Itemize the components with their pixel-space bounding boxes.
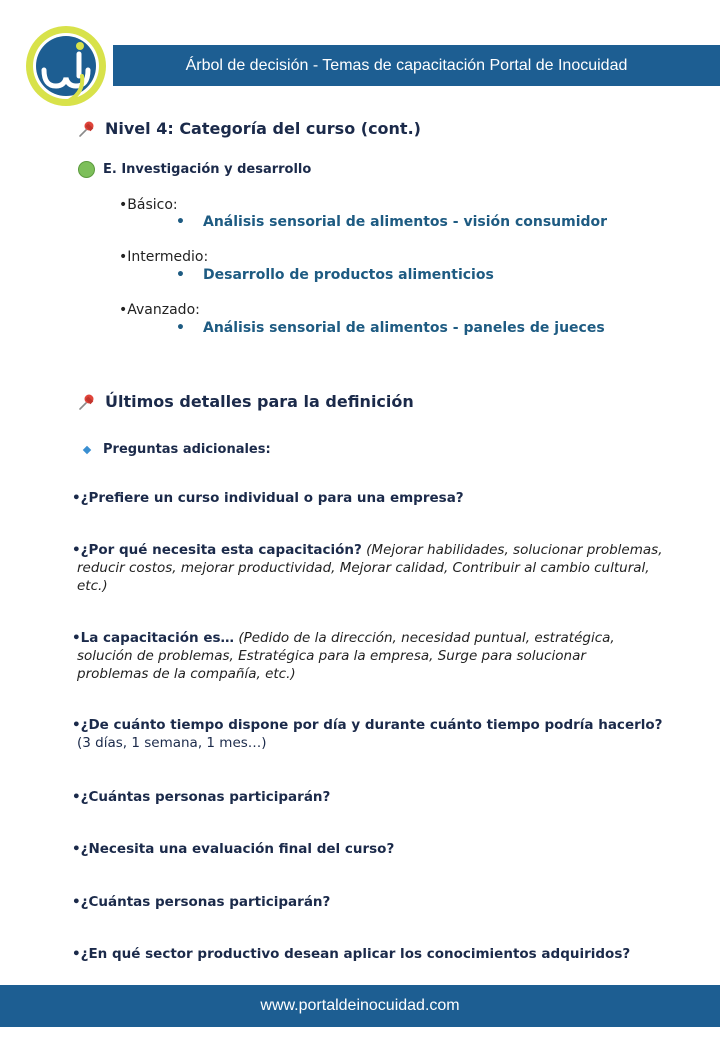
question-detail: etc.): [77, 578, 108, 594]
level-label-intermedio: •Intermedio:: [119, 249, 209, 265]
header-bar: [113, 45, 720, 86]
question-text: •La capacitación es…: [72, 630, 235, 646]
level-label-avanzado: •Avanzado:: [119, 302, 200, 318]
question-detail: problemas de la compañía, etc.): [77, 666, 296, 682]
course-text: Análisis sensorial de alimentos - paneles de jueces: [203, 320, 605, 336]
question-detail: (3 días, 1 semana, 1 mes…): [77, 735, 267, 751]
diamond-bullet-icon: [83, 445, 91, 453]
section-title-text: Últimos detalles para la definición: [105, 392, 414, 411]
question-detail: (Pedido de la dirección, necesidad puntual, estratégica,: [238, 630, 615, 646]
question-detail: (Mejorar habilidades, solucionar problemas,: [366, 542, 663, 558]
level-label-basico: •Básico:: [119, 197, 178, 213]
question-item: [72, 716, 717, 752]
question-detail: solución de problemas, Estratégica para la empresa, Surge para solucionar: [77, 648, 586, 664]
course-bullet: •: [176, 320, 185, 336]
question-item: [72, 840, 717, 858]
question-text: •¿Por qué necesita esta capacitación?: [72, 542, 362, 558]
question-item: [72, 788, 717, 806]
section-title-text: Nivel 4: Categoría del curso (cont.): [105, 119, 421, 138]
question-item: [72, 629, 717, 683]
question-item: [72, 541, 717, 595]
course-basico: [176, 214, 607, 230]
portal-inocuidad-logo: [24, 24, 108, 108]
pushpin-icon: [78, 120, 96, 138]
question-item: [72, 893, 717, 911]
pushpin-icon: [78, 393, 96, 411]
category-heading: [78, 161, 311, 178]
subtitle-text: Preguntas adicionales:: [103, 442, 271, 457]
category-text: E. Investigación y desarrollo: [103, 162, 312, 177]
course-avanzado: [176, 320, 605, 336]
course-bullet: •: [176, 267, 185, 283]
subtitle-additional-questions: [80, 442, 271, 457]
question-item: [72, 945, 717, 963]
question-text: •¿Cuántas personas participarán?: [72, 789, 331, 805]
question-text: •¿Necesita una evaluación final del curso?: [72, 841, 395, 857]
question-text: •¿Cuántas personas participarán?: [72, 894, 331, 910]
section-title-level4: [78, 119, 421, 138]
green-circle-icon: [78, 161, 95, 178]
question-detail: reducir costos, mejorar productividad, Mejorar calidad, Contribuir al cambio cultural,: [77, 560, 650, 576]
course-text: Desarrollo de productos alimenticios: [203, 267, 494, 283]
course-bullet: •: [176, 214, 185, 230]
course-text: Análisis sensorial de alimentos - visión consumidor: [203, 214, 608, 230]
footer-bar: [0, 985, 720, 1027]
section-title-final-details: [78, 392, 414, 411]
question-text: •¿Prefiere un curso individual o para una empresa?: [72, 490, 464, 506]
question-text: •¿De cuánto tiempo dispone por día y durante cuánto tiempo podría hacerlo?: [72, 717, 663, 733]
question-item: [72, 489, 717, 507]
course-intermedio: [176, 267, 494, 283]
page-title: Árbol de decisión - Temas de capacitación Portal de Inocuidad: [185, 56, 628, 74]
question-text: •¿En qué sector productivo desean aplicar los conocimientos adquiridos?: [72, 946, 631, 962]
footer-url[interactable]: www.portaldeinocuidad.com: [260, 997, 460, 1014]
